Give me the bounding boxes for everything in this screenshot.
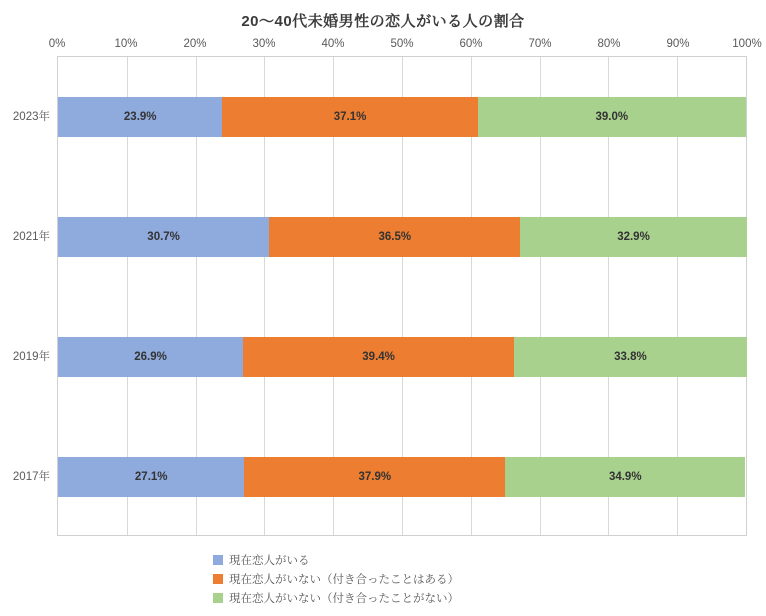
legend-item bbox=[213, 571, 553, 587]
bar-segment-value-label: 32.9% bbox=[617, 231, 650, 243]
x-axis-tick-label: 90% bbox=[666, 38, 690, 50]
bar-segment-value-label: 26.9% bbox=[134, 351, 167, 363]
x-axis-tick-label: 20% bbox=[183, 38, 207, 50]
x-axis-tick-label: 100% bbox=[732, 38, 762, 50]
bar-row bbox=[58, 457, 746, 497]
x-axis-tick-label: 30% bbox=[252, 38, 276, 50]
bar-segment bbox=[269, 217, 520, 257]
bar-segment bbox=[58, 457, 244, 497]
bar-segment-value-label: 34.9% bbox=[608, 471, 642, 483]
bar-segment-value-label: 30.7% bbox=[147, 231, 180, 243]
legend-item bbox=[213, 590, 553, 606]
y-axis-category-label: 2021年 bbox=[12, 231, 50, 243]
bar-segment bbox=[514, 337, 747, 377]
bar-segment-value-label: 23.9% bbox=[123, 111, 157, 123]
legend-label: 現在恋人がいない（付き合ったことがない） bbox=[229, 593, 459, 605]
y-axis-category-label: 2017年 bbox=[12, 471, 50, 483]
bar-row bbox=[58, 337, 746, 377]
x-axis-tick-label: 50% bbox=[390, 38, 414, 50]
x-axis-tick-label: 40% bbox=[321, 38, 345, 50]
bar-row bbox=[58, 97, 746, 137]
bar-segment-value-label: 36.5% bbox=[378, 231, 412, 243]
legend-swatch bbox=[213, 593, 223, 603]
chart-legend bbox=[0, 552, 766, 606]
legend-item bbox=[213, 552, 553, 568]
bar-segment bbox=[505, 457, 745, 497]
legend-swatch bbox=[213, 555, 223, 565]
legend-swatch bbox=[213, 574, 223, 584]
x-axis-tick-labels bbox=[48, 0, 762, 56]
x-axis-tick-label: 80% bbox=[597, 38, 621, 50]
bar-segment bbox=[58, 337, 243, 377]
plot-area bbox=[57, 56, 747, 536]
x-axis-tick-label: 70% bbox=[528, 38, 552, 50]
bar-segment-value-label: 33.8% bbox=[614, 351, 647, 363]
bar-segment bbox=[222, 97, 477, 137]
bar-row bbox=[58, 217, 746, 257]
chart-title: 20〜40代未婚男性の恋人がいる人の割合 bbox=[241, 13, 525, 30]
legend-label: 現在恋人がいる bbox=[229, 555, 310, 567]
bar-segment-value-label: 37.1% bbox=[333, 111, 367, 123]
bar-segment bbox=[243, 337, 514, 377]
bar-segment bbox=[244, 457, 505, 497]
bar-segment bbox=[58, 97, 222, 137]
legend-label: 現在恋人がいない（付き合ったことはある） bbox=[229, 574, 459, 586]
bar-segment-value-label: 39.4% bbox=[362, 351, 395, 363]
y-axis-category-label: 2019年 bbox=[12, 351, 50, 363]
y-axis-category-label: 2023年 bbox=[12, 111, 50, 123]
bar-segment-value-label: 37.9% bbox=[358, 471, 392, 483]
bar-segment bbox=[520, 217, 746, 257]
bar-segment-value-label: 39.0% bbox=[595, 111, 629, 123]
bar-segment bbox=[478, 97, 746, 137]
x-axis-tick-label: 10% bbox=[114, 38, 138, 50]
bar-segment-value-label: 27.1% bbox=[134, 471, 168, 483]
x-axis-tick-label: 60% bbox=[459, 38, 483, 50]
bar-segment bbox=[58, 217, 269, 257]
x-axis-tick-label: 0% bbox=[48, 38, 66, 50]
